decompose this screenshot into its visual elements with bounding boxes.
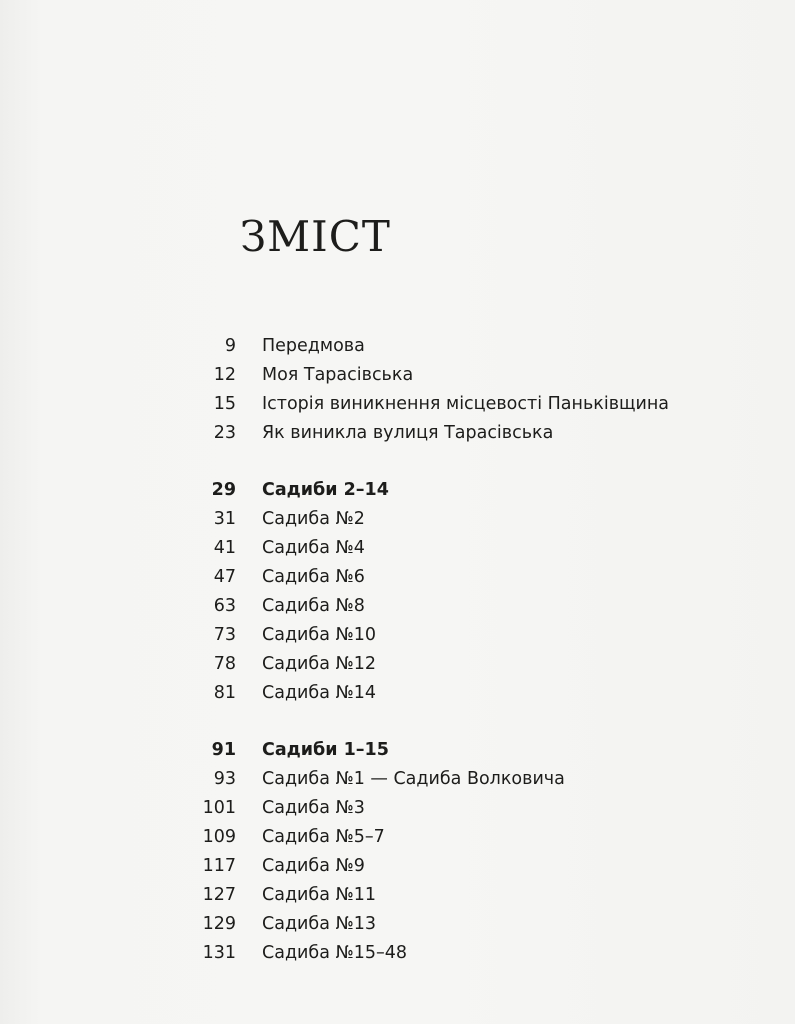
toc-page-number: 63: [213, 596, 236, 616]
toc-page-number: 81: [213, 683, 236, 703]
toc-page-number: 29: [211, 480, 236, 500]
toc-entry: [0, 534, 795, 563]
toc-entry-title: Садиба №3: [262, 798, 365, 818]
toc-entry: [0, 852, 795, 881]
toc-entry-title: Садиба №6: [262, 567, 365, 587]
toc-entry: [0, 679, 795, 708]
toc-page-number: 78: [213, 654, 236, 674]
toc-entry: [0, 765, 795, 794]
toc-entry-title: Садиба №14: [262, 683, 376, 703]
toc-entry-title: Садиба №4: [262, 538, 365, 558]
toc-entry-title: Історія виникнення місцевості Паньківщина: [262, 394, 670, 414]
toc-entry: [0, 361, 795, 390]
toc-entry: [0, 910, 795, 939]
toc-entry-title: Як виникла вулиця Тарасівська: [262, 423, 554, 443]
toc-entry-title: Садиба №10: [262, 625, 376, 645]
page-title: ЗМІСТ: [240, 212, 391, 261]
toc-page-number: 12: [213, 365, 236, 385]
toc-entry: [0, 592, 795, 621]
toc-entry-title: Садиба №11: [262, 885, 376, 905]
toc-page-number: 15: [213, 394, 236, 414]
toc-page-number: 131: [202, 943, 236, 963]
toc-section: [0, 476, 795, 708]
toc-page-number: 127: [202, 885, 236, 905]
toc-entry: [0, 390, 795, 419]
toc-entry: [0, 939, 795, 968]
toc-page-number: 23: [213, 423, 236, 443]
toc-page-number: 31: [213, 509, 236, 529]
table-of-contents: [0, 332, 795, 968]
toc-section-heading: [0, 736, 795, 765]
toc-entry: [0, 505, 795, 534]
toc-page-number: 93: [213, 769, 236, 789]
toc-entry: [0, 563, 795, 592]
toc-entry-title: Садиба №13: [262, 914, 376, 934]
toc-section-heading: [0, 476, 795, 505]
toc-entry: [0, 794, 795, 823]
toc-page-number: 109: [202, 827, 236, 847]
toc-entry-title: Передмова: [262, 336, 365, 356]
toc-entry-title: Садиби 1–15: [262, 740, 389, 760]
toc-entry-title: Садиба №12: [262, 654, 376, 674]
toc-section: [0, 332, 795, 448]
toc-entry: [0, 881, 795, 910]
toc-page-number: 91: [211, 740, 236, 760]
toc-entry-title: Садиба №9: [262, 856, 365, 876]
toc-page-number: 117: [202, 856, 236, 876]
toc-page-number: 47: [213, 567, 236, 587]
toc-entry-title: Садиба №5–7: [262, 827, 385, 847]
toc-entry-title: Садиби 2–14: [262, 480, 389, 500]
toc-entry-title: Садиба №1 — Садиба Волковича: [262, 769, 565, 789]
toc-entry-title: Садиба №8: [262, 596, 365, 616]
toc-entry: [0, 650, 795, 679]
toc-page-number: 129: [202, 914, 236, 934]
toc-entry: [0, 332, 795, 361]
toc-entry: [0, 419, 795, 448]
toc-page-number: 101: [202, 798, 236, 818]
toc-entry-title: Садиба №2: [262, 509, 365, 529]
toc-entry-title: Моя Тарасівська: [262, 365, 414, 385]
toc-entry: [0, 823, 795, 852]
toc-entry: [0, 621, 795, 650]
toc-page-number: 73: [213, 625, 236, 645]
toc-entry-title: Садиба №15–48: [262, 943, 407, 963]
toc-section: [0, 736, 795, 968]
toc-page-number: 9: [224, 336, 236, 356]
toc-page-number: 41: [213, 538, 236, 558]
